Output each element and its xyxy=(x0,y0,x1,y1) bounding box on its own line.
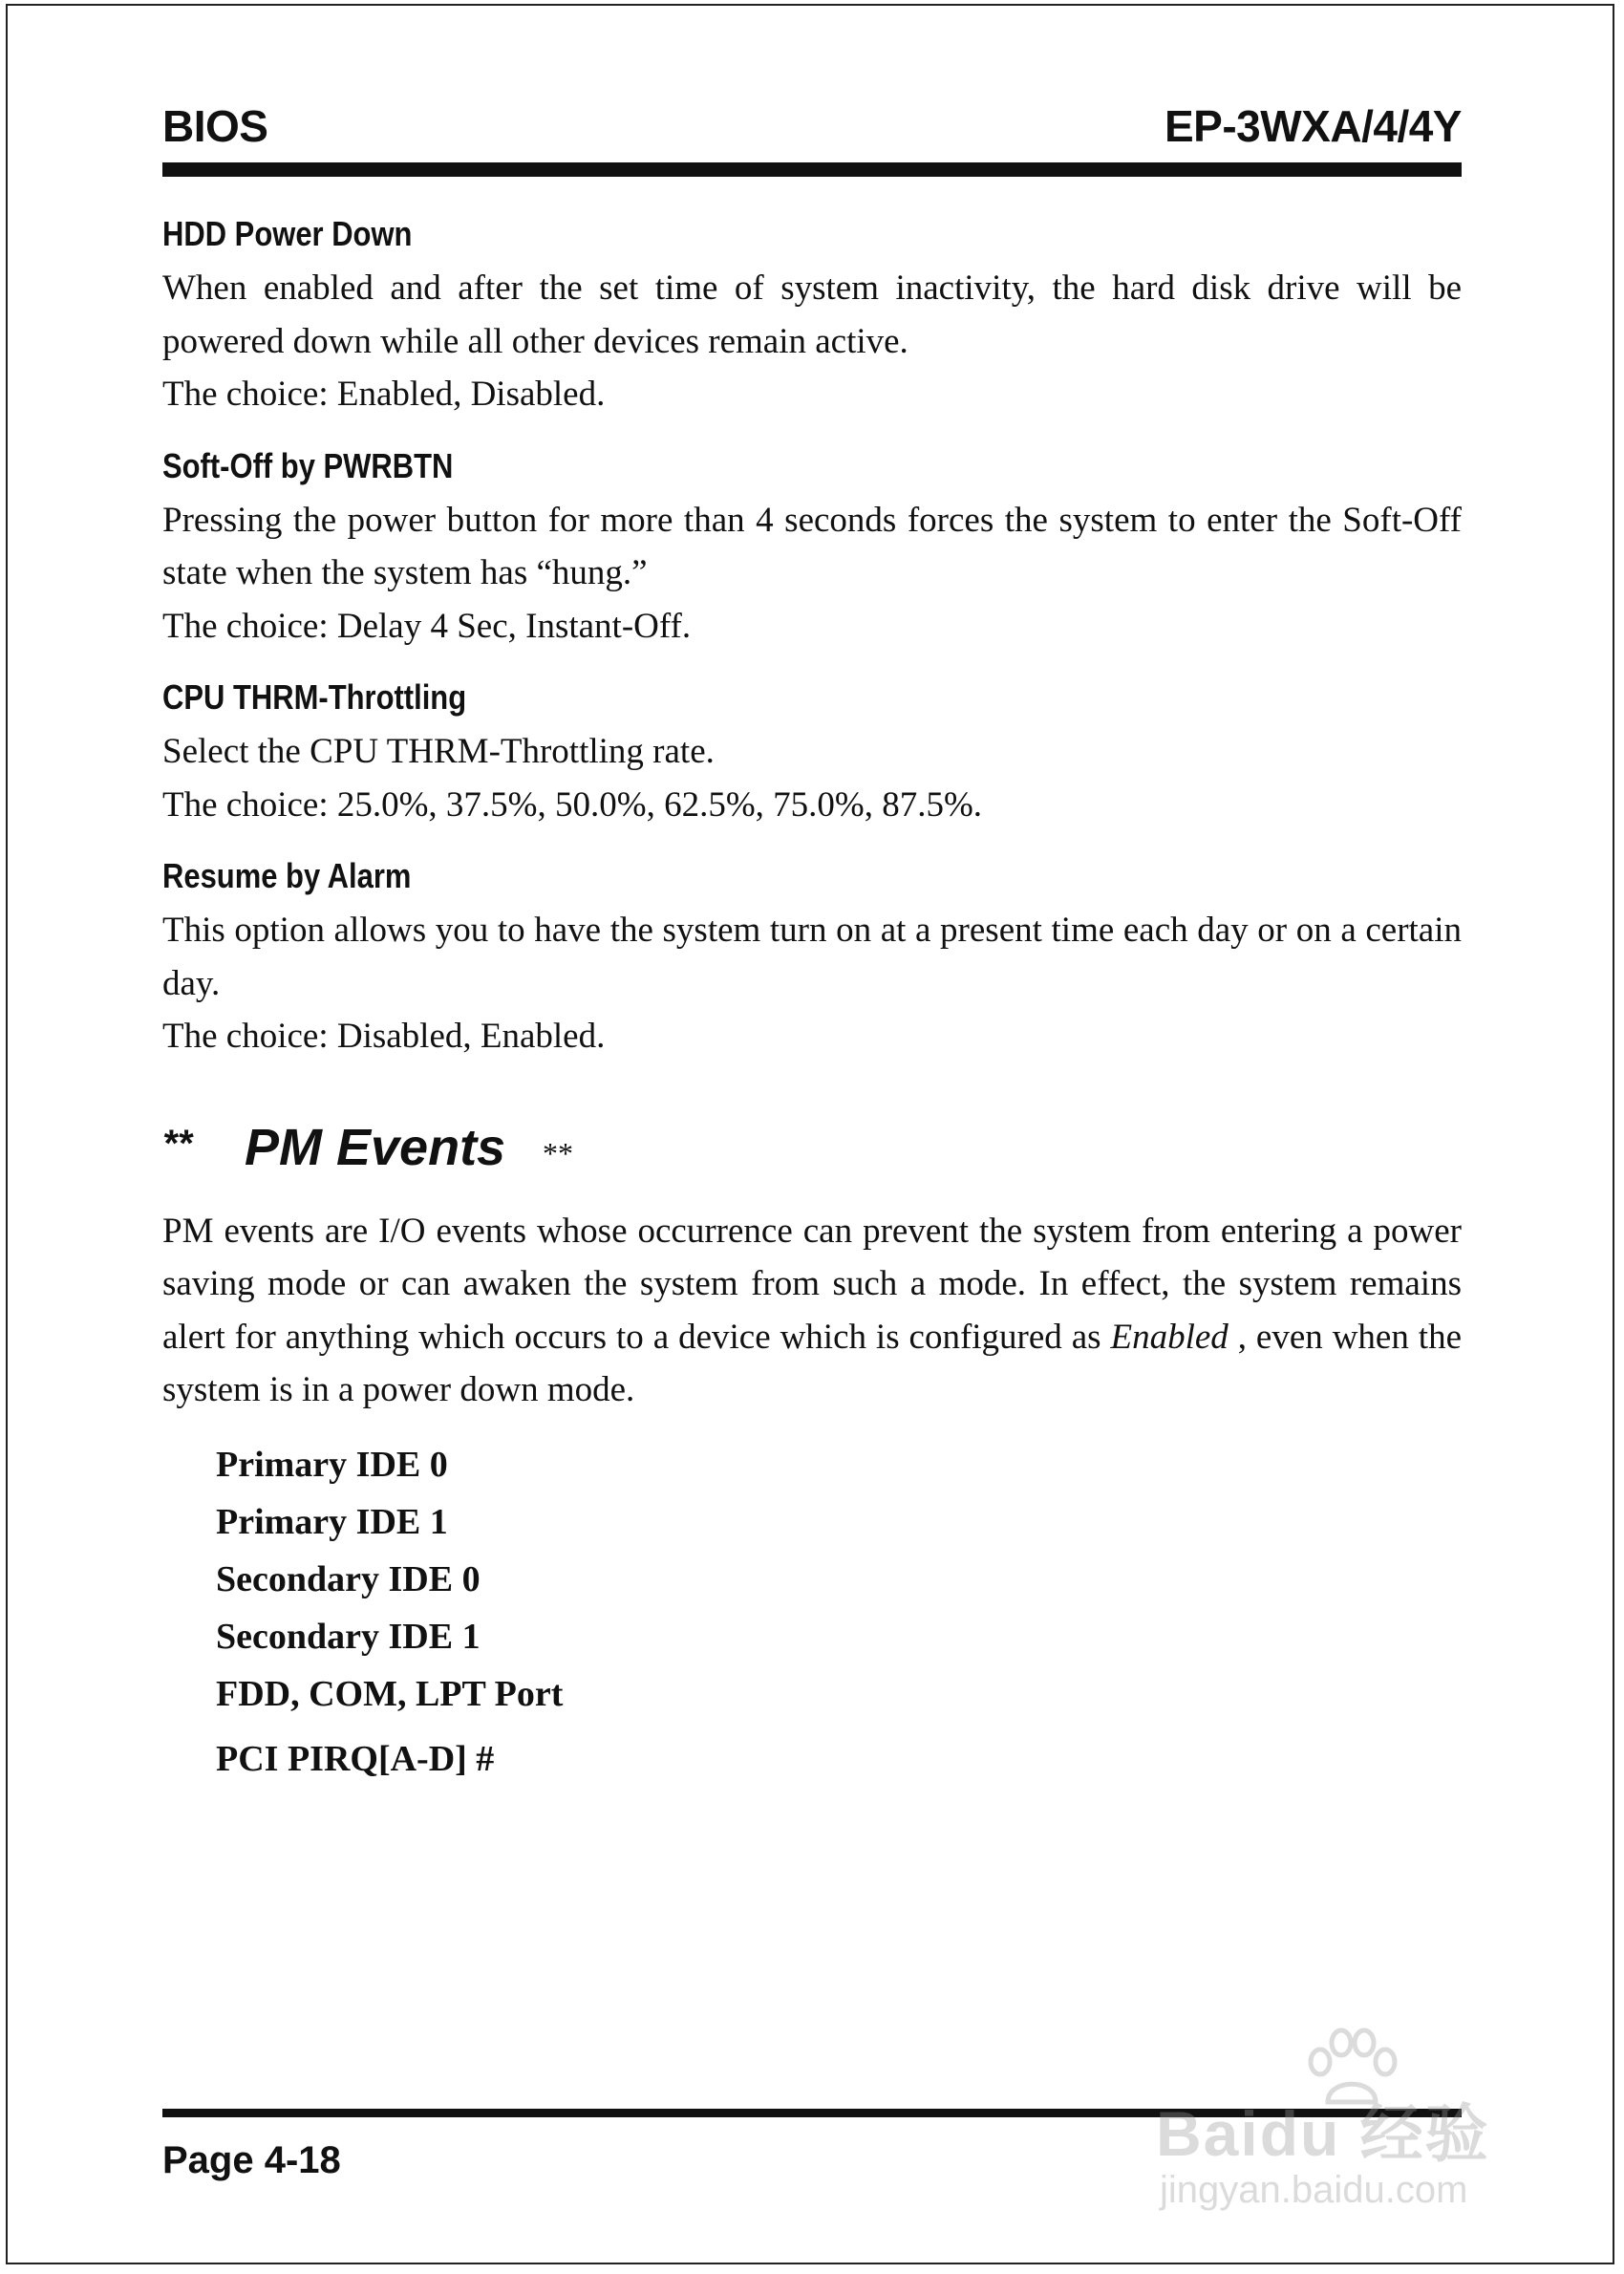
pm-events-intro xyxy=(162,1205,1462,1417)
section-title: Soft-Off by PWRBTN xyxy=(162,445,454,485)
baidu-watermark xyxy=(1146,2026,1548,2217)
event-item-pci-pirq: PCI PIRQ[A-D] # xyxy=(216,1738,495,1779)
event-item-primary-ide-1: Primary IDE 1 xyxy=(216,1501,448,1542)
section-soft-off-by-pwrbtn xyxy=(162,444,1462,654)
event-item-secondary-ide-0: Secondary IDE 0 xyxy=(216,1558,481,1599)
section-resume-by-alarm xyxy=(162,854,1462,1063)
header-model-name: EP-3WXA/4/4Y xyxy=(1165,101,1462,151)
section-choice: The choice: Delay 4 Sec, Instant-Off. xyxy=(162,606,692,646)
section-title: CPU THRM-Throttling xyxy=(162,677,467,717)
event-item-secondary-ide-1: Secondary IDE 1 xyxy=(216,1616,481,1657)
section-description: This option allows you to have the system turn on at a present time each day or on a certain day. xyxy=(162,911,1462,1003)
intro-text-before: PM events are I/O events whose occurrence can prevent the system from entering a power saving mode or can awaken the system from such a mode. In effect, the system remains alert for anything which occurs to a device which is configured as xyxy=(162,1211,1462,1357)
section-choice: The choice: Enabled, Disabled. xyxy=(162,375,606,414)
watermark-url: jingyan.baidu.com xyxy=(1160,2169,1468,2211)
header-chapter-title: BIOS xyxy=(162,101,268,151)
heading-stars-left: ** xyxy=(162,1122,193,1165)
section-choice: The choice: Disabled, Enabled. xyxy=(162,1017,606,1056)
page-number: Page 4-18 xyxy=(162,2139,341,2181)
heading-stars-right: ** xyxy=(543,1135,573,1170)
watermark-brand: Baidu 经验 xyxy=(1156,2098,1490,2169)
pm-events-title: PM Events xyxy=(245,1118,506,1176)
section-description: When enabled and after the set time of system inactivity, the hard disk drive will be powered down while all other devices remain active. xyxy=(162,268,1462,361)
page-content xyxy=(162,212,1462,1788)
pm-events-list xyxy=(162,1436,1462,1788)
section-hdd-power-down xyxy=(162,212,1462,421)
event-item-fdd-com-lpt-port: FDD, COM, LPT Port xyxy=(216,1673,564,1714)
section-cpu-thrm-throttling xyxy=(162,676,1462,831)
event-item-primary-ide-0: Primary IDE 0 xyxy=(216,1444,448,1485)
section-description: Pressing the power button for more than 4 seconds forces the system to enter the Soft-Off state when the system has “hung.” xyxy=(162,500,1462,592)
intro-enabled-term: Enabled xyxy=(1110,1317,1229,1357)
section-title: HDD Power Down xyxy=(162,214,413,253)
section-choice: The choice: 25.0%, 37.5%, 50.0%, 62.5%, 75.0%, 87.5%. xyxy=(162,784,983,825)
section-description: Select the CPU THRM-Throttling rate. xyxy=(162,732,715,771)
intro-text-after: , even when the system is in a power down mode. xyxy=(162,1317,1462,1409)
header-rule xyxy=(162,162,1462,177)
pm-events-heading xyxy=(162,1119,1462,1176)
section-title: Resume by Alarm xyxy=(162,856,412,895)
